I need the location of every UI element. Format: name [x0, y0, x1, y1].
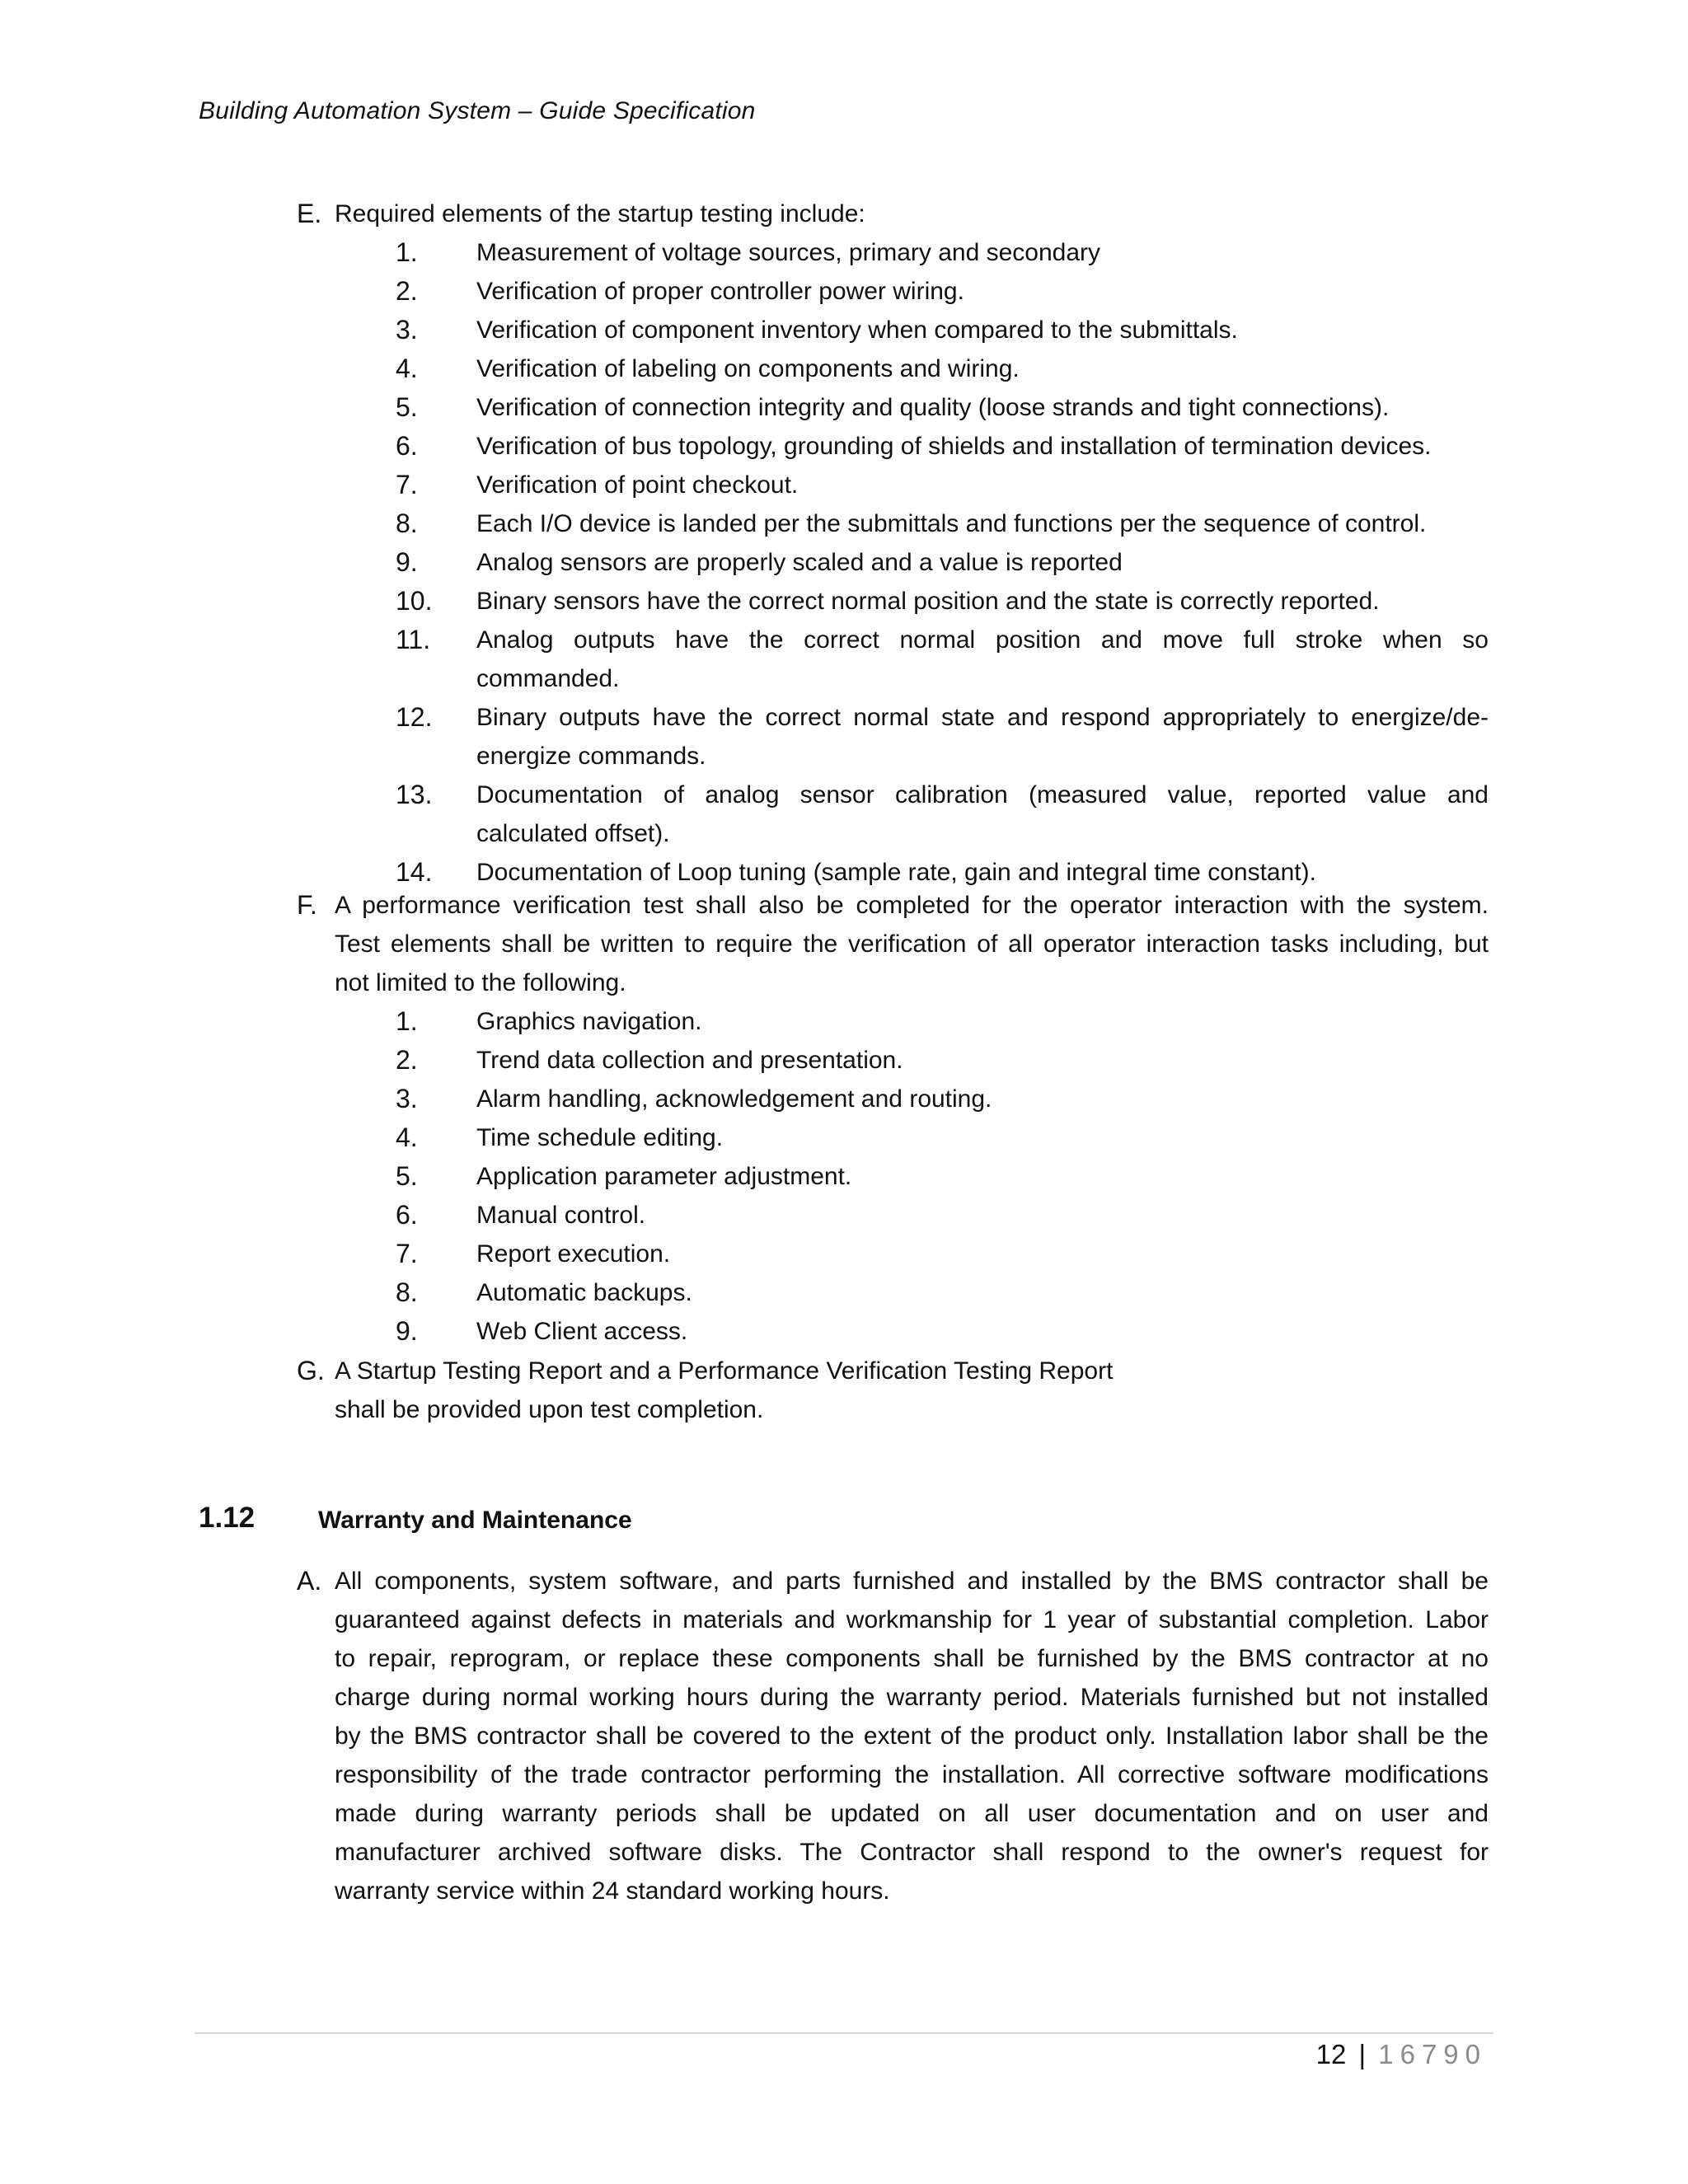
section-g-letter: G. [297, 1356, 325, 1385]
list-item-number: 14. [396, 857, 433, 887]
list-item-number: 7. [396, 470, 418, 499]
list-item-number: 6. [396, 431, 418, 461]
list-item-number: 7. [396, 1239, 418, 1268]
list-item-line: Verification of bus topology, grounding of shields and installation of termination devices. [476, 433, 1432, 460]
list-item-text [476, 233, 1489, 272]
warranty-line: to repair, reprogram, or replace these components shall be furnished by the BMS contractor at no [335, 1645, 1489, 1672]
section-g-line: shall be provided upon test completion. [335, 1396, 764, 1423]
list-item-number: 4. [396, 354, 418, 383]
list-item-text: Manual control. [476, 1202, 646, 1229]
running-header: Building Automation System – Guide Specification [199, 97, 756, 124]
list-item-text [476, 543, 1489, 582]
list-item-text [476, 504, 1489, 543]
list-item-line: calculated offset). [476, 820, 670, 847]
list-item-number: 4. [396, 1122, 418, 1152]
list-item-line: Measurement of voltage sources, primary and secondary [476, 239, 1101, 266]
list-item-text [476, 582, 1489, 621]
list-item-text [476, 621, 1489, 698]
section-title: Warranty and Maintenance [318, 1507, 632, 1534]
list-item-line: Verification of connection integrity and quality (loose strands and tight connections). [476, 394, 1390, 421]
list-item-text [476, 349, 1489, 388]
page-footer [1316, 2039, 1487, 2070]
warranty-line: charge during normal working hours during the warranty period. Materials furnished but not installed [335, 1684, 1489, 1711]
list-item-text: Time schedule editing. [476, 1124, 724, 1151]
footer-rule [195, 2032, 1493, 2034]
list-item-text [476, 311, 1489, 349]
list-item-line: Verification of proper controller power wiring. [476, 278, 964, 305]
list-item-number: 5. [396, 392, 418, 422]
page-number: 12 [1315, 2039, 1347, 2069]
list-item-text: Report execution. [476, 1240, 671, 1268]
section-g-line: A Startup Testing Report and a Performance Verification Testing Report [335, 1357, 1114, 1385]
list-item-text: Automatic backups. [476, 1279, 692, 1306]
list-item-text [476, 427, 1489, 466]
warranty-line: by the BMS contractor shall be covered to the extent of the product only. Installation labor shall be the [335, 1722, 1489, 1750]
list-item-number: 3. [396, 1084, 418, 1113]
warranty-line: guaranteed against defects in materials and workmanship for 1 year of substantial completion. Labor [335, 1606, 1489, 1633]
warranty-line: made during warranty periods shall be updated on all user documentation and on user and [335, 1800, 1489, 1827]
list-item-line: Documentation of analog sensor calibration (measured value, reported value and [476, 781, 1489, 808]
section-112-a-letter: A. [297, 1566, 322, 1596]
list-item-text: Trend data collection and presentation. [476, 1047, 903, 1074]
list-item-number: 2. [396, 276, 418, 306]
list-item-number: 9. [396, 547, 418, 577]
list-item-number: 2. [396, 1045, 418, 1075]
list-item-number: 9. [396, 1316, 418, 1346]
warranty-line: manufacturer archived software disks. The Contractor shall respond to the owner's request for [335, 1839, 1489, 1866]
list-item-text [476, 388, 1489, 427]
document-number: 16790 [1378, 2039, 1487, 2069]
section-f-line: Test elements shall be written to require the verification of all operator interaction tasks including, but [335, 930, 1489, 958]
warranty-line: All components, system software, and parts furnished and installed by the BMS contractor shall be [335, 1568, 1489, 1595]
list-item-number: 8. [396, 509, 418, 538]
list-item-number: 1. [396, 1006, 418, 1036]
section-g-paragraph [335, 1352, 1113, 1429]
list-item-text: Application parameter adjustment. [476, 1163, 852, 1190]
list-item-number: 5. [396, 1161, 418, 1191]
list-item-number: 11. [396, 625, 431, 654]
list-item-line: commanded. [476, 665, 620, 692]
list-item-text: Graphics navigation. [476, 1008, 702, 1035]
warranty-line: warranty service within 24 standard working hours. [335, 1877, 890, 1905]
list-item-line: energize commands. [476, 743, 706, 770]
list-item-number: 1. [396, 237, 418, 267]
warranty-line: responsibility of the trade contractor performing the installation. All corrective software modifications [335, 1761, 1489, 1788]
list-item-text [476, 776, 1489, 853]
list-item-text: Alarm handling, acknowledgement and routing. [476, 1085, 992, 1113]
list-item-line: Documentation of Loop tuning (sample rate, gain and integral time constant). [476, 859, 1316, 886]
warranty-paragraph [335, 1562, 1489, 1910]
list-item-text [476, 698, 1489, 776]
list-item-text: Web Client access. [476, 1318, 688, 1345]
list-item-text [476, 272, 1489, 311]
footer-separator: | [1358, 2039, 1367, 2069]
list-item-line: Binary sensors have the correct normal position and the state is correctly reported. [476, 588, 1380, 615]
list-item-line: Analog outputs have the correct normal position and move full stroke when so [476, 626, 1489, 654]
section-f-line: A performance verification test shall also be completed for the operator interaction with the system. [335, 892, 1489, 919]
list-item-line: Analog sensors are properly scaled and a value is reported [476, 549, 1123, 576]
list-item-line: Verification of labeling on components and wiring. [476, 355, 1020, 382]
list-item-number: 13. [396, 780, 433, 809]
list-item-line: Verification of point checkout. [476, 471, 799, 499]
list-item-line: Verification of component inventory when compared to the submittals. [476, 316, 1238, 344]
list-item-number: 12. [396, 702, 433, 732]
section-number: 1.12 [199, 1502, 256, 1534]
section-f-line: not limited to the following. [335, 969, 626, 996]
section-f-letter: F. [297, 890, 317, 920]
list-item-number: 3. [396, 315, 418, 344]
list-item-number: 8. [396, 1277, 418, 1307]
section-e-intro: Required elements of the startup testing include: [335, 200, 865, 227]
list-item-number: 10. [396, 586, 433, 616]
section-f-paragraph [335, 886, 1489, 1002]
list-item-number: 6. [396, 1200, 418, 1230]
list-item-line: Each I/O device is landed per the submittals and functions per the sequence of control. [476, 510, 1427, 537]
list-item-line: Binary outputs have the correct normal state and respond appropriately to energize/de- [476, 704, 1489, 731]
section-e-letter: E. [297, 199, 322, 228]
list-item-text [476, 466, 1489, 504]
